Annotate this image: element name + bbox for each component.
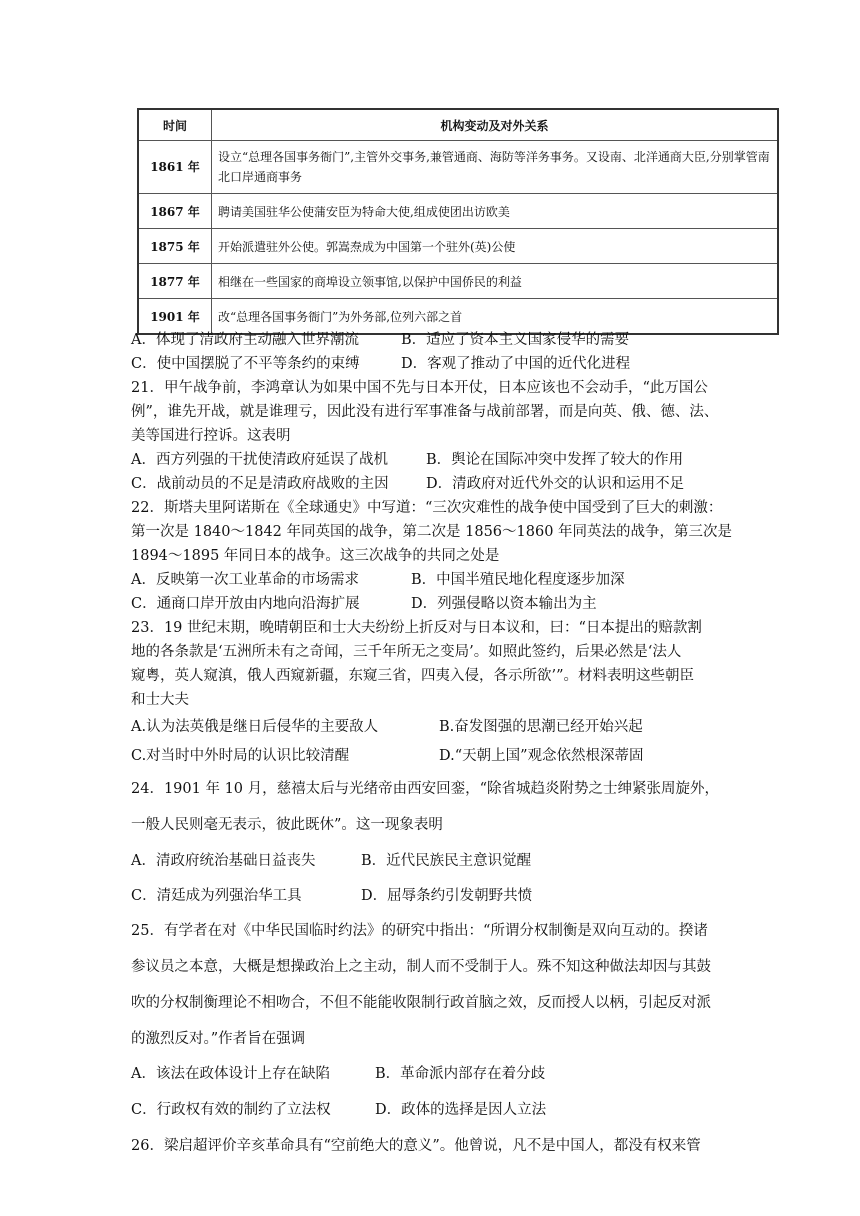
- q22-stem-line3: 1894～1895 年同日本的战争。这三次战争的共同之处是: [131, 548, 500, 564]
- q23-option-d: D.“天朝上国”观念依然根深蒂固: [439, 748, 644, 764]
- q22-option-b: B．中国半殖民地化程度逐步加深: [411, 572, 625, 588]
- q22-stem-line2: 第一次是 1840～1842 年同英国的战争，第二次是 1856～1860 年同英法的战争，第三次是: [131, 524, 733, 540]
- q24-stem-line1: 24．1901 年 10 月，慈禧太后与光绪帝由西安回銮，“除省城趋炎附势之士绅紧张周旋外，: [131, 781, 720, 797]
- q23-stem-line3: 窥粤，英人窥滇，俄人西窥新疆，东窥三省，四夷入侵，各示所欲’”。材料表明这些朝臣: [131, 668, 695, 684]
- row-text: 设立“总理各国事务衙门”,主管外交事务,兼管通商、海防等洋务事务。又设南、北洋通商大臣,分别掌管南北口岸通商事务: [212, 141, 779, 194]
- q24-option-b: B．近代民族民主意识觉醒: [361, 853, 532, 869]
- q20-option-b: B．适应了资本主义国家侵华的需要: [401, 332, 630, 348]
- q25-stem-line1: 25．有学者在对《中华民国临时约法》的研究中指出：“所谓分权制衡是双向互动的。揆诸: [131, 923, 708, 939]
- q23-stem-line1: 23．19 世纪末期，晚晴朝臣和士大夫纷纷上折反对与日本议和，曰：“日本提出的赔款割: [131, 620, 702, 636]
- q25-stem-line3: 吹的分权制衡理论不相吻合，不但不能能收限制行政首脑之效，反而授人以柄，引起反对派: [131, 995, 711, 1011]
- q21-stem-line2: 例”，谁先开战，就是谁理亏，因此没有进行军事准备与战前部署，而是向英、俄、德、法、: [131, 404, 719, 420]
- row-year: 1861 年: [138, 141, 212, 194]
- q22-option-d: D．列强侵略以资本输出为主: [411, 596, 597, 612]
- q21-option-d: D．清政府对近代外交的认识和运用不足: [426, 476, 685, 492]
- q25-stem-line4: 的激烈反对。”作者旨在强调: [131, 1031, 306, 1047]
- q20-option-a: A．体现了清政府主动融入世界潮流: [131, 332, 359, 348]
- q23-option-c: C.对当时中外时局的认识比较清醒: [131, 748, 350, 764]
- history-table-container: [137, 108, 779, 335]
- q25-option-a: A．该法在政体设计上存在缺陷: [131, 1066, 330, 1082]
- header-changes: 机构变动及对外关系: [212, 109, 779, 141]
- row-year: 1875 年: [138, 229, 212, 264]
- q21-stem-line3: 美等国进行控诉。这表明: [131, 428, 291, 444]
- q24-option-c: C．清廷成为列强治华工具: [131, 888, 302, 904]
- row-year: 1901 年: [138, 299, 212, 335]
- row-text: 聘请美国驻华公使蒲安臣为特命大使,组成使团出访欧美: [212, 194, 779, 229]
- q26-stem-line1: 26．梁启超评价辛亥革命具有“空前绝大的意义”。他曾说，凡不是中国人，都没有权来管: [131, 1138, 701, 1154]
- q25-option-c: C．行政权有效的制约了立法权: [131, 1102, 331, 1118]
- q22-option-a: A．反映第一次工业革命的市场需求: [131, 572, 359, 588]
- q22-option-c: C．通商口岸开放由内地向沿海扩展: [131, 596, 360, 612]
- table-header-row: [138, 109, 778, 141]
- q25-stem-line2: 参议员之本意，大概是想操政治上之主动，制人而不受制于人。殊不知这种做法却因与其鼓: [131, 959, 711, 975]
- q23-stem-line4: 和士大夫: [131, 692, 189, 708]
- q24-option-d: D．屈辱条约引发朝野共愤: [361, 888, 533, 904]
- q21-stem-line1: 21．甲午战争前，李鸿章认为如果中国不先与日本开仗，日本应该也不会动手，“此万国公: [131, 380, 708, 396]
- row-year: 1877 年: [138, 264, 212, 299]
- row-text: 改“总理各国事务衙门”为外务部,位列六部之首: [212, 299, 779, 335]
- q21-option-c: C．战前动员的不足是清政府战败的主因: [131, 476, 389, 492]
- q24-stem-line2: 一般人民则毫无表示，彼此既休”。这一现象表明: [131, 817, 443, 833]
- q23-stem-line2: 地的各条款是‘五洲所未有之奇闻，三千年所无之变局’。如照此签约，后果必然是‘法人: [131, 644, 682, 660]
- q25-option-d: D．政体的选择是因人立法: [375, 1102, 547, 1118]
- row-text: 相继在一些国家的商埠设立领事馆,以保护中国侨民的利益: [212, 264, 779, 299]
- q21-option-a: A．西方列强的干扰使清政府延误了战机: [131, 452, 388, 468]
- q24-option-a: A．清政府统治基础日益丧失: [131, 853, 316, 869]
- q21-option-b: B．舆论在国际冲突中发挥了较大的作用: [426, 452, 684, 468]
- row-text: 开始派遣驻外公使。郭嵩焘成为中国第一个驻外(英)公使: [212, 229, 779, 264]
- row-year: 1867 年: [138, 194, 212, 229]
- q20-option-d: D．客观了推动了中国的近代化进程: [401, 356, 631, 372]
- q23-option-a: A.认为法英俄是继日后侵华的主要敌人: [131, 719, 379, 735]
- table-row: [138, 264, 778, 299]
- q23-option-b: B.奋发图强的思潮已经开始兴起: [439, 719, 643, 735]
- table-row: [138, 194, 778, 229]
- q22-stem-line1: 22．斯塔夫里阿诺斯在《全球通史》中写道：“三次灾难性的战争使中国受到了巨大的刺激：: [131, 500, 723, 516]
- table-row: [138, 229, 778, 264]
- q25-option-b: B．革命派内部存在着分歧: [375, 1066, 546, 1082]
- header-time: 时间: [138, 109, 212, 141]
- table-row: [138, 141, 778, 194]
- history-table: [137, 108, 779, 335]
- q20-option-c: C．使中国摆脱了不平等条约的束缚: [131, 356, 360, 372]
